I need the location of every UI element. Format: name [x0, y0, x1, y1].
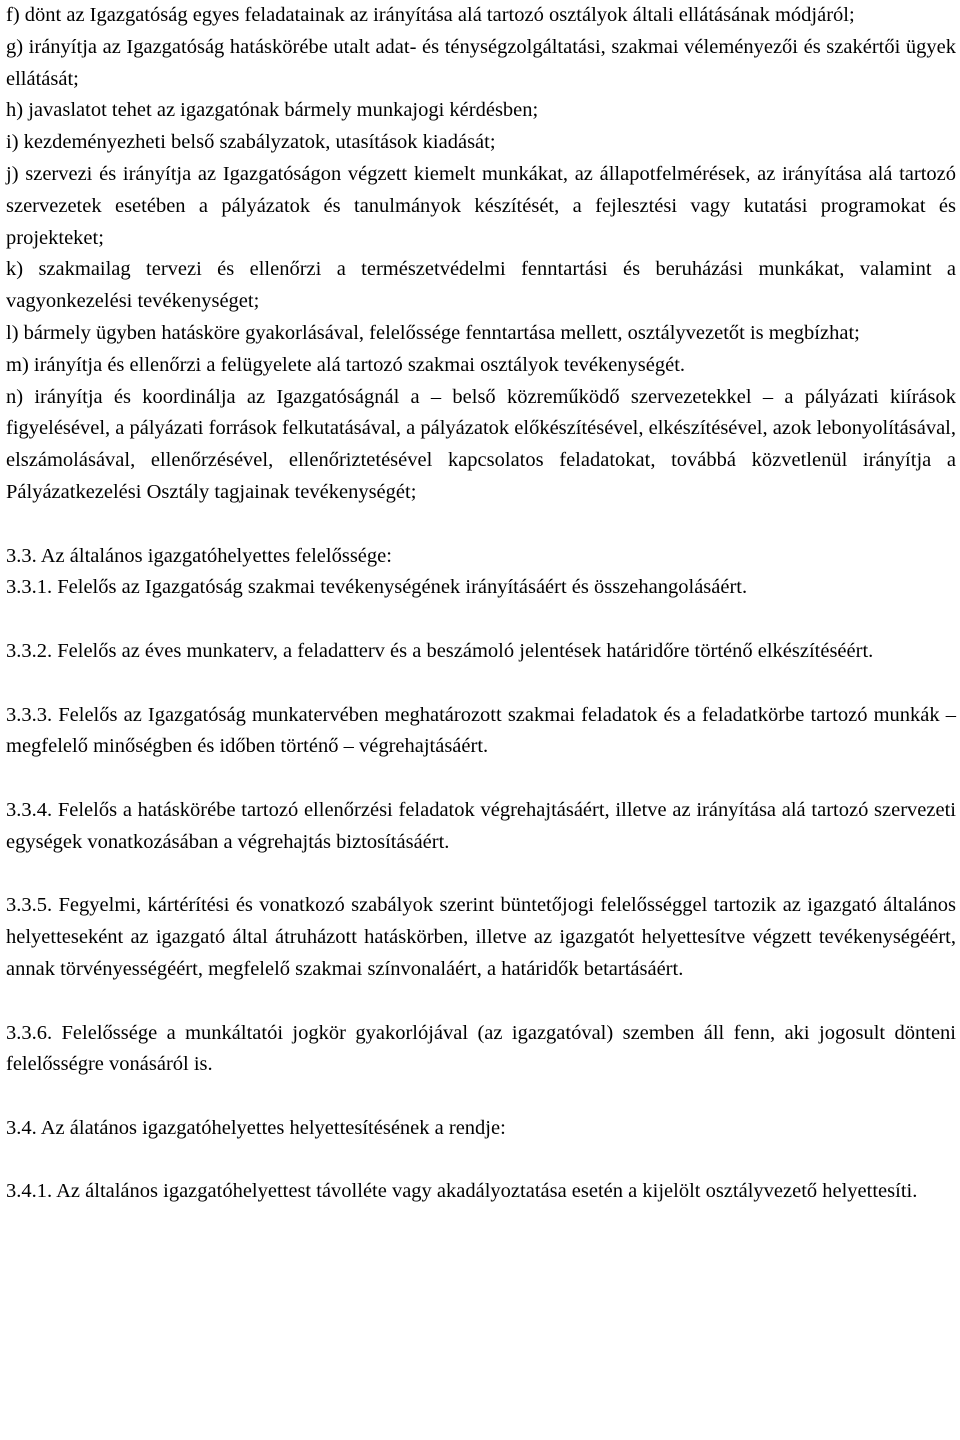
item-g: g) irányítja az Igazgatóság hatáskörébe utalt adat- és ténységzolgáltatási, szakmai véleményezői és szakértői ügyek ellátását;: [6, 35, 956, 90]
item-n: n) irányítja és koordinálja az Igazgatóságnál a – belső közreműködő szervezetekkel – a pályázati kiírások figyelésével, a pályázati források felkutatásával, a pályázatok előkészítésével, elkészítésével, azok lebonyolításával, elszámolásával, ellenőrzésével, ellenőriztetésével kapcsolatos feladatokat, továbbá közvetlenül irányítja a Pályázatkezelési Osztály tagjainak tevékenységét;: [6, 385, 956, 503]
section-3-3-4: 3.3.4. Felelős a hatáskörébe tartozó ellenőrzési feladatok végrehajtásáért, illetve az irányítása alá tartozó szervezeti egységek vonatkozásában a végrehajtás biztosításáért.: [6, 798, 956, 853]
section-3-3-2: 3.3.2. Felelős az éves munkaterv, a feladatterv és a beszámoló jelentések határidőre történő elkészítéséért.: [6, 639, 874, 662]
item-j: j) szervezi és irányítja az Igazgatóságon végzett kiemelt munkákat, az állapotfelmérések, az irányítása alá tartozó szervezetek esetében a pályázatok és tanulmányok készítését, a fejlesztési vagy kutatási programokat és projekteket;: [6, 162, 956, 249]
item-k: k) szakmailag tervezi és ellenőrzi a természetvédelmi fenntartási és beruházási munkákat, valamint a vagyonkezelési tevékenységet;: [6, 258, 956, 313]
item-m: m) irányítja és ellenőrzi a felügyelete alá tartozó szakmai osztályok tevékenységét.: [6, 353, 686, 376]
section-3-3-1: 3.3.1. Felelős az Igazgatóság szakmai tevékenységének irányításáért és összehangolásáért.: [6, 576, 748, 599]
section-3-3-5: 3.3.5. Fegyelmi, kártérítési és vonatkozó szabályok szerint büntetőjogi felelősséggel tartozik az igazgató általános helyetteseként az igazgató által átruházott hatáskörben, illetve az igazgatót helyettesítve végzett tevékenységéért, annak törvényességéért, megfelelő szakmai színvonaláért, a határidők betartásáért.: [6, 894, 956, 980]
section-3-4-heading: 3.4. Az álatános igazgatóhelyettes helyettesítésének a rendje:: [6, 1116, 506, 1139]
section-3-3-6: 3.3.6. Felelőssége a munkáltatói jogkör gyakorlójával (az igazgatóval) szemben áll fenn, aki jogosult dönteni felelősségre vonásáról is.: [6, 1021, 956, 1076]
item-i: i) kezdeményezheti belső szabályzatok, utasítások kiadását;: [6, 131, 496, 154]
item-h: h) javaslatot tehet az igazgatónak bármely munkajogi kérdésben;: [6, 99, 539, 122]
item-f: f) dönt az Igazgatóság egyes feladatainak az irányítása alá tartozó osztályok általi ellátásának módjáról;: [6, 4, 855, 26]
section-3-3-heading: 3.3. Az általános igazgatóhelyettes felelőssége:: [6, 544, 392, 567]
item-l: l) bármely ügyben hatásköre gyakorlásával, felelőssége fenntartása mellett, osztályvezetőt is megbízhat;: [6, 321, 860, 344]
section-3-4-1: 3.4.1. Az általános igazgatóhelyettest távolléte vagy akadályoztatása esetén a kijelölt osztályvezető helyettesíti.: [6, 1180, 918, 1203]
section-3-3-3: 3.3.3. Felelős az Igazgatóság munkatervében meghatározott szakmai feladatok és a feladatkörbe tartozó munkák – megfelelő minőségben és időben történő – végrehajtásáért.: [6, 703, 956, 758]
